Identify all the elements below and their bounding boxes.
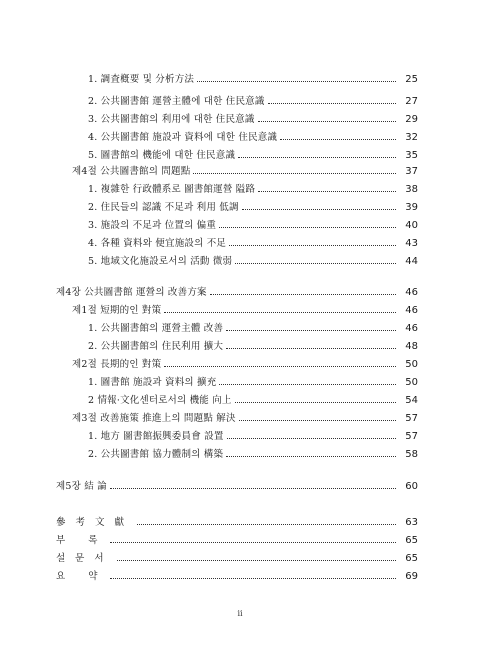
toc-entry-page: 60 [405,481,418,492]
toc-entry-page: 63 [405,517,418,528]
toc-entry [88,252,418,267]
toc-entry-label: 제5장 結 論 [56,481,107,492]
dot-leader [242,209,396,210]
toc-entry-page: 54 [405,395,418,406]
toc-entry [88,216,418,231]
toc-entry-page: 57 [405,431,418,442]
toc-entry-label: 요 약 [56,571,108,582]
dot-leader [258,121,396,122]
toc-entry-page: 46 [405,323,418,334]
dot-leader [110,578,396,579]
dot-leader [219,227,396,228]
dot-leader [235,402,396,403]
dot-leader [219,384,396,385]
toc-entry [88,110,418,125]
toc-entry-label: 제3절 改善施策 推進上의 問題點 解決 [72,413,236,424]
toc-entry-page: 32 [405,132,418,143]
toc-entry-label: 1. 公共圖書館의 運營主體 改善 [88,323,224,334]
dot-leader [117,560,396,561]
toc-entry-label: 제2절 長期的인 對策 [72,359,162,370]
toc-entry-page: 29 [405,114,418,125]
toc-entry-page: 40 [405,220,418,231]
toc-entry-page: 37 [405,166,418,177]
toc-entry [56,549,418,564]
dot-leader [280,139,396,140]
toc-entry-label: 제4절 公共圖書館의 問題點 [72,166,191,177]
toc-entry [88,337,418,352]
dot-leader [229,245,396,246]
toc-entry-page: 65 [405,553,418,564]
toc-entry [72,409,418,424]
toc-entry [88,445,418,460]
toc-entry [88,180,418,195]
toc-entry [72,162,418,177]
toc-entry-label: 3. 施設의 不足과 位置의 偏重 [88,220,217,231]
dot-leader [210,294,396,295]
toc-entry-page: 39 [405,202,418,213]
toc-entry [56,477,418,492]
dot-leader [164,366,396,367]
dot-leader [137,524,396,525]
toc-entry-label: 1. 複雜한 行政體系로 圖書館運營 隘路 [88,184,256,195]
toc-entry-label: 제1절 短期的인 對策 [72,305,162,316]
toc-entry-page: 48 [405,341,418,352]
toc-entry-page: 65 [405,535,418,546]
toc-entry-label: 3. 公共圖書館의 利用에 대한 住民意識 [88,114,255,125]
toc-entry-label: 부 록 [56,535,108,546]
toc-entry [88,391,418,406]
toc-entry-label: 4. 各種 資料와 便宜施設의 不足 [88,238,227,249]
dot-leader [193,173,396,174]
dot-leader [238,157,396,158]
dot-leader [268,103,396,104]
toc-entry-page: 50 [405,359,418,370]
toc-entry [56,531,418,546]
dot-leader [164,312,396,313]
toc-entry-label: 2. 公共圖書館 協力體制의 構築 [88,449,224,460]
dot-leader [226,330,396,331]
toc-entry-label: 5. 地域文化施設로서의 活動 微弱 [88,256,233,267]
toc-entry-label: 參考文獻 [56,517,135,528]
toc-entry-label: 2. 公共圖書館의 住民利用 擴大 [88,341,224,352]
toc-entry [88,146,418,161]
dot-leader [197,81,396,82]
toc-entry-label: 1. 地方 圖書館振興委員會 設置 [88,431,224,442]
toc-entry [88,198,418,213]
toc-entry-page: 57 [405,413,418,424]
dot-leader [226,456,396,457]
dot-leader [110,488,396,489]
toc-entry [88,92,418,107]
toc-entry-label: 4. 公共圖書館 施設과 資料에 대한 住民意識 [88,132,278,143]
toc-entry [72,355,418,370]
toc-entry-page: 35 [405,150,418,161]
toc-entry-label: 5. 圖書館의 機能에 대한 住民意識 [88,150,236,161]
toc-entry-page: 27 [405,96,418,107]
toc-entry-label: 설문서 [56,553,114,564]
toc-entry-label: 제4장 公共圖書館 運營의 改善方案 [56,287,207,298]
toc-entry [88,319,418,334]
toc-entry-label: 2. 公共圖書館 運營主體에 대한 住民意識 [88,96,265,107]
dot-leader [235,263,396,264]
toc-entry [56,513,418,528]
toc-entry-page: 69 [405,571,418,582]
toc-entry [88,234,418,249]
toc-entry [72,301,418,316]
toc-entry [88,128,418,143]
dot-leader [227,438,396,439]
toc-entry-page: 58 [405,449,418,460]
toc-entry-page: 50 [405,377,418,388]
toc-entry-label: 2. 住民들의 認識 不足과 利用 低調 [88,202,239,213]
toc-entry-label: 1. 調査槪要 및 分析方法 [88,74,195,85]
toc-entry-page: 25 [405,74,418,85]
toc-entry [88,373,418,388]
dot-leader [226,348,396,349]
dot-leader [258,191,396,192]
toc-entry-label: 2 情報·文化센터로서의 機能 向上 [88,395,232,406]
toc-entry [56,283,418,298]
toc-entry [88,70,418,85]
dot-leader [110,542,396,543]
toc-entry-page: 46 [405,305,418,316]
toc-entry-page: 38 [405,184,418,195]
toc-entry-page: 44 [405,256,418,267]
toc-entry [88,427,418,442]
toc-entry-label: 1. 圖書館 施設과 資料의 擴充 [88,377,217,388]
toc-entry [56,567,418,582]
page-number: ii [237,609,243,618]
toc-entry-page: 43 [405,238,418,249]
dot-leader [239,420,396,421]
toc-entry-page: 46 [405,287,418,298]
